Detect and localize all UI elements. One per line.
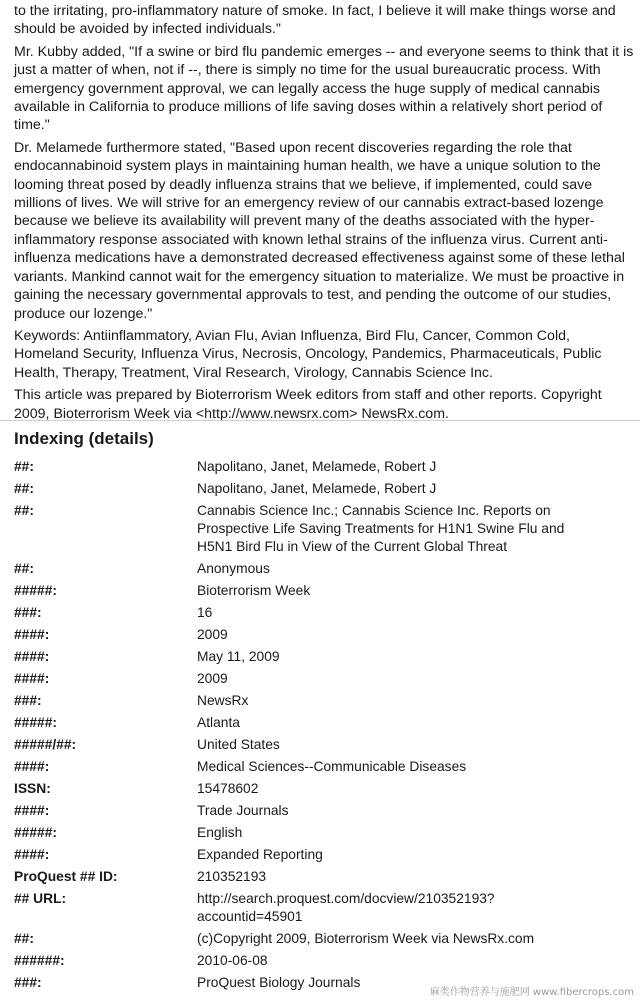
indexing-row <box>14 690 634 712</box>
indexing-row <box>14 844 634 866</box>
indexing-value: Anonymous <box>197 561 270 576</box>
indexing-row <box>14 456 634 478</box>
indexing-row <box>14 712 634 734</box>
indexing-value: 16 <box>197 605 213 620</box>
article-paragraph: Mr. Kubby added, "If a swine or bird flu pandemic emerges -- and everyone seems to think that it is just a matter of when, not if --, there is simply no time for the usual bureaucratic process. With emergency government approval, we can legally access the huge supply of medical cannabis available in California to produce millions of life saving doses within a relatively short period of time." <box>14 43 634 134</box>
indexing-section <box>14 428 634 994</box>
indexing-label: ####: <box>14 759 50 774</box>
indexing-label: ##: <box>14 561 34 576</box>
indexing-label: ## URL: <box>14 891 67 906</box>
indexing-row <box>14 646 634 668</box>
article-body <box>14 2 634 427</box>
copyright-paragraph: This article was prepared by Bioterrorism Week editors from staff and other reports. Copyright 2009, Bioterrorism Week via <http://www.newsrx.com> NewsRx.com. <box>14 387 602 422</box>
indexing-label: ####: <box>14 847 50 862</box>
indexing-row <box>14 950 634 972</box>
indexing-label: ####: <box>14 671 50 686</box>
indexing-row <box>14 478 634 500</box>
indexing-label: ####: <box>14 803 50 818</box>
indexing-row <box>14 778 634 800</box>
indexing-value: (c)Copyright 2009, Bioterrorism Week via NewsRx.com <box>197 931 535 946</box>
indexing-value: Cannabis Science Inc.; Cannabis Science Inc. Reports on Prospective Life Saving Treatments for H1N1 Swine Flu and H5N1 Bird Flu in View of the Current Global Threat <box>197 503 565 554</box>
indexing-title: Indexing (details) <box>14 429 154 448</box>
indexing-row <box>14 580 634 602</box>
indexing-row <box>14 866 634 888</box>
indexing-label: #####: <box>14 583 57 598</box>
indexing-label: ISSN: <box>14 781 51 796</box>
indexing-label: #####: <box>14 825 57 840</box>
indexing-value: Trade Journals <box>197 803 289 818</box>
indexing-label: ####: <box>14 649 50 664</box>
indexing-row <box>14 800 634 822</box>
indexing-label: #####/##: <box>14 737 77 752</box>
indexing-label: ProQuest ## ID: <box>14 869 118 884</box>
indexing-row <box>14 624 634 646</box>
indexing-value: 2009 <box>197 627 228 642</box>
indexing-value: Napolitano, Janet, Melamede, Robert J <box>197 481 437 496</box>
indexing-value: ProQuest Biology Journals <box>197 975 361 990</box>
indexing-value: 2009 <box>197 671 228 686</box>
indexing-label: ###: <box>14 975 42 990</box>
indexing-label: ######: <box>14 953 65 968</box>
indexing-label: ####: <box>14 627 50 642</box>
indexing-label: ###: <box>14 605 42 620</box>
indexing-label: ##: <box>14 459 34 474</box>
indexing-row <box>14 928 634 950</box>
keywords-paragraph: Keywords: Antiinflammatory, Avian Flu, Avian Influenza, Bird Flu, Cancer, Common Cold, Homeland Security, Influenza Virus, Necrosis, Oncology, Pandemics, Pharmaceuticals, Public Health, Therapy, Treatment, Viral Research, Virology, Cannabis Science Inc. <box>14 327 602 381</box>
indexing-value: May 11, 2009 <box>197 649 280 664</box>
indexing-value: Expanded Reporting <box>197 847 323 862</box>
indexing-value: United States <box>197 737 280 752</box>
indexing-row <box>14 500 634 558</box>
indexing-row <box>14 756 634 778</box>
indexing-label: ###: <box>14 693 42 708</box>
indexing-label: #####: <box>14 715 57 730</box>
indexing-value: 210352193 <box>197 869 267 884</box>
indexing-value: 15478602 <box>197 781 259 796</box>
indexing-row <box>14 668 634 690</box>
indexing-value: Atlanta <box>197 715 240 730</box>
indexing-value: 2010-06-08 <box>197 953 268 968</box>
article-paragraph: Dr. Melamede furthermore stated, "Based upon recent discoveries regarding the role that endocannabinoid system plays in maintaining human health, we have a unique solution to the looming threat posed by deadly influenza strains that we believe, if implemented, could save millions of lives. We will strive for an emergency review of our cannabis extract-based lozenge because we believe its availability will prevent many of the deaths associated with the hyper-inflammatory response associated with known lethal strains of the influenza virus. Current anti-influenza medications have a demonstrated decreased effectiveness against some of these lethal variants. Mankind cannot wait for the emergency situation to materialize. We must be proactive in gaining the necessary governmental approvals to test, and pending the outcome of our studies, produce our lozenge." <box>14 139 625 322</box>
watermark: 麻类作物营养与施肥网 www.fibercrops.com <box>429 987 634 998</box>
section-divider <box>0 420 640 421</box>
indexing-value: English <box>197 825 243 840</box>
indexing-value: Bioterrorism Week <box>197 583 311 598</box>
indexing-value: Medical Sciences--Communicable Diseases <box>197 759 467 774</box>
indexing-label: ##: <box>14 481 34 496</box>
indexing-value: NewsRx <box>197 693 249 708</box>
indexing-row <box>14 602 634 624</box>
indexing-row <box>14 822 634 844</box>
indexing-row <box>14 888 634 928</box>
article-paragraph: to the irritating, pro-inflammatory nature of smoke. In fact, I believe it will make things worse and should be avoided by infected individuals." <box>14 3 616 38</box>
indexing-label: ##: <box>14 931 34 946</box>
indexing-row <box>14 734 634 756</box>
indexing-value: Napolitano, Janet, Melamede, Robert J <box>197 459 437 474</box>
indexing-row <box>14 558 634 580</box>
indexing-label: ##: <box>14 503 34 518</box>
indexing-value[interactable]: http://search.proquest.com/docview/210352193? accountid=45901 <box>197 891 495 924</box>
indexing-table <box>14 456 634 994</box>
